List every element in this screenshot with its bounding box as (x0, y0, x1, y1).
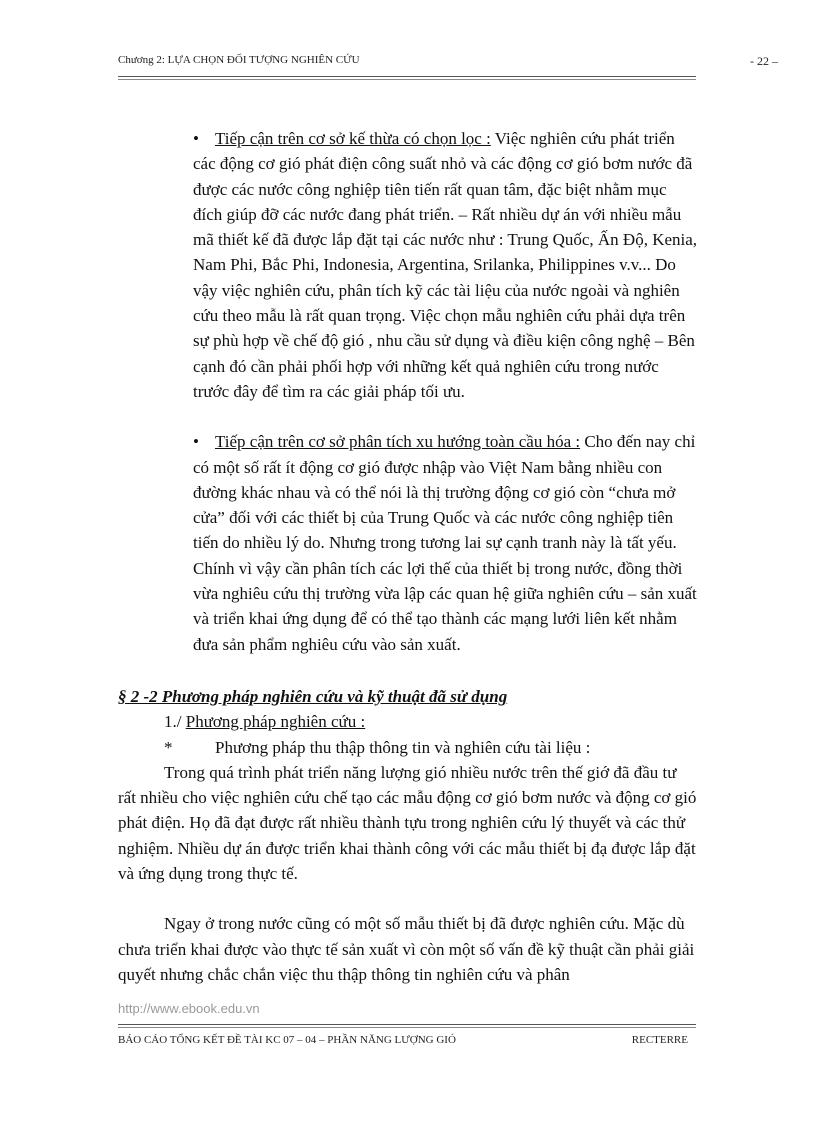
bullet-body: Việc nghiên cứu phát triển các động cơ gió phát điện công suất nhỏ và các động cơ gió bơm nước đã được các nước công nghiệp tiên tiến rất quan tâm, đặc biệt nhằm mục đích giúp đỡ các nước đang phát triển. – Rất nhiều dự án với nhiều mẫu mã thiết kế đã được lắp đặt tại các nước như : Trung Quốc, Ấn Độ, Kenia, Nam Phi, Bắc Phi, Indonesia, Argentina, Srilanka, Philippines v.v... Do vậy việc nghiên cứu, phân tích kỹ các tài liệu của nước ngoài và nghiên cứu theo mẫu là rất quan trọng. Việc chọn mẫu nghiên cứu phải dựa trên sự phù hợp về chế độ gió , nhu cầu sử dụng và điều kiện công nghệ – Bên cạnh đó cần phải phối hợp với những kết quả nghiên cứu trong nước trước đây để tìm ra các giải pháp tối ưu. (193, 129, 698, 401)
bullet-marker: • (193, 432, 199, 452)
subsection-title: Phương pháp nghiên cứu : (185, 712, 366, 732)
page-number: - 22 – (750, 54, 778, 68)
header-divider (118, 76, 696, 80)
page-body (118, 126, 698, 987)
bullet-text (193, 126, 698, 404)
watermark-link: http://www.ebook.edu.vn (118, 1001, 260, 1016)
method-item-text: Phương pháp thu thập thông tin và nghiên cứu tài liệu : (215, 737, 591, 757)
bullet-body: Cho đến nay chỉ có một số rất ít động cơ gió được nhập vào Việt Nam bằng nhiều con đường khác nhau và có thể nói là thị trường động cơ gió còn “chưa mở cửa” đối với các thiết bị của Trung Quốc và các nước công nghiệp tiên tiến do nhiều lý do. Nhưng trong tương lai sự cạnh tranh này là tất yếu. Chính vì vậy cần phân tích các lợi thế của thiết bị trong nước, đồng thời vừa nghiêu cứu thị trường vừa lập các quan hệ giữa nghiên cứu – sản xuất và triển khai ứng dụng để có thể tạo thành các mạng lưới liên kết nhằm đưa sản phẩm nghiêu cứu vào sản xuất. (193, 432, 697, 654)
paragraph-1: Trong quá trình phát triển năng lượng gió nhiều nước trên thế giớ đã đầu tư rất nhiều cho việc nghiên cứu chế tạo các mẫu động cơ gió bơm nước và động cơ gió phát điện. Họ đã đạt được rất nhiều thành tựu trong nghiên cứu lý thuyết và các thử nghiệm. Nhiều dự án được triển khai thành công với các mẫu thiết bị đạ được lắp đặt và ứng dụng trong thực tế. (118, 762, 697, 884)
footer-divider (118, 1024, 696, 1028)
method-item (118, 735, 698, 760)
bullet-inheritance (118, 126, 698, 404)
footer-report-title: BÁO CÁO TỔNG KẾT ĐỀ TÀI KC 07 – 04 – PHẦN NĂNG LƯỢNG GIÓ (118, 1034, 456, 1046)
section-title: § 2 -2 Phương pháp nghiên cứu và kỹ thuật đã sử dụng (118, 686, 508, 706)
subsection-number: 1./ (164, 712, 186, 732)
paragraph-2: Ngay ở trong nước cũng có một số mẫu thiết bị đã được nghiên cứu. Mặc dù chưa triển khai được vào thực tế sản xuất vì còn một số vấn đề kỹ thuật cần phải giải quyết nhưng chắc chắn việc thu thập thông tin nghiên cứu và phân (118, 914, 695, 984)
footer-org: RECTERRE (631, 1034, 688, 1046)
chapter-title: Chương 2: LỰA CHỌN ĐỐI TƯỢNG NGHIÊN CỨU (118, 54, 360, 66)
bullet-heading: Tiếp cận trên cơ sở kế thừa có chọn lọc : (215, 129, 491, 148)
subsection-heading (118, 709, 698, 734)
star-marker: * (164, 737, 173, 757)
bullet-marker: • (193, 129, 199, 148)
bullet-heading: Tiếp cận trên cơ sở phân tích xu hướng toàn cầu hóa : (215, 432, 581, 452)
page-header (118, 54, 778, 66)
bullet-globalization (118, 429, 698, 657)
page-footer (118, 1034, 688, 1046)
bullet-text (193, 429, 698, 657)
